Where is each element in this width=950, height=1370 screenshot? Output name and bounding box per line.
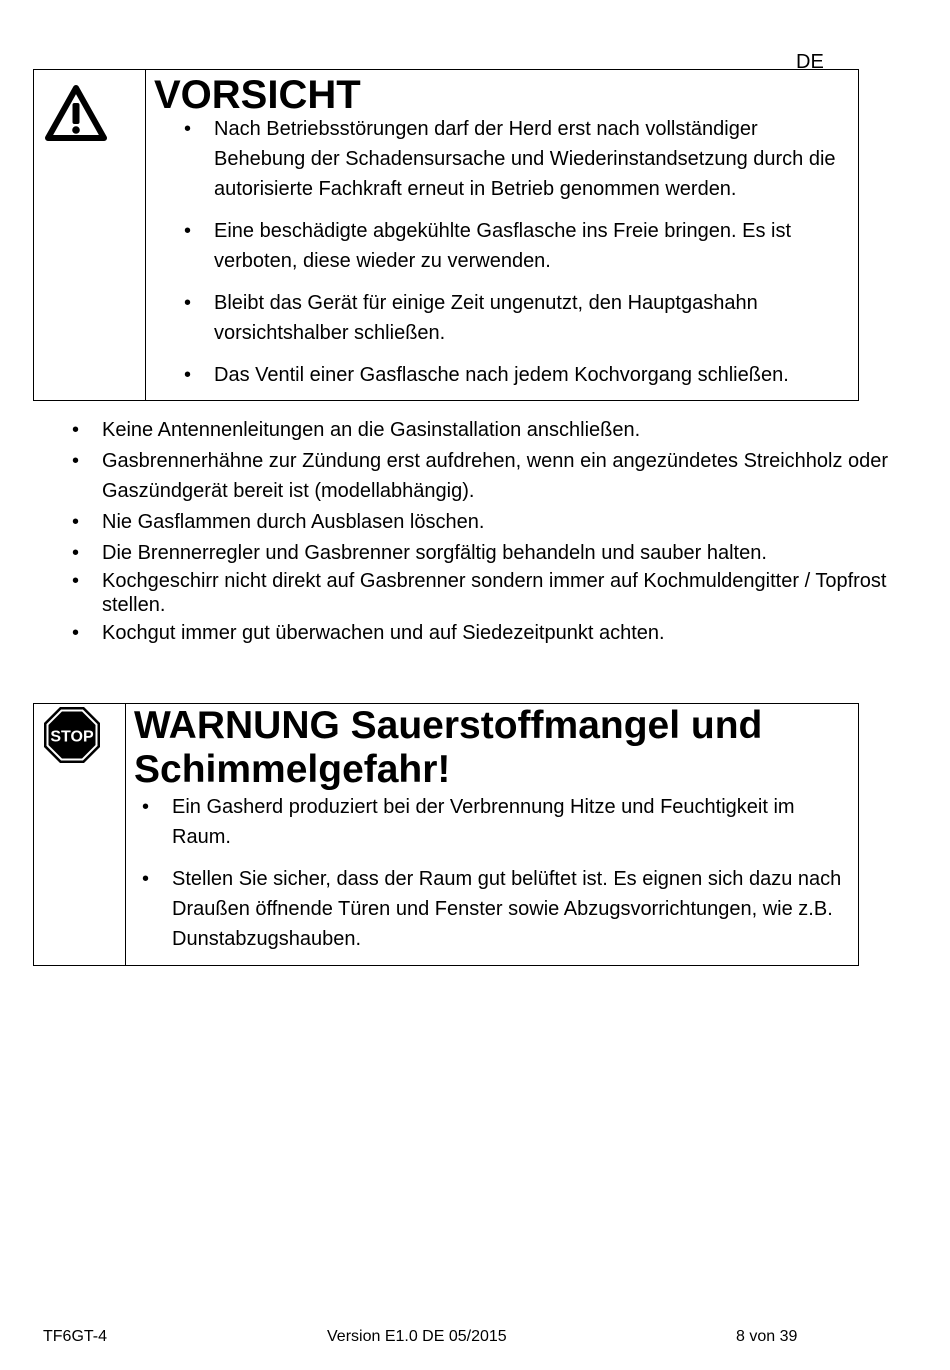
warning-icon-cell [34,704,126,965]
warning-title-line1: WARNUNG Sauerstoffmangel und [134,704,763,747]
list-item: • Kochgeschirr nicht direkt auf Gasbrenner sondern immer auf Kochmuldengitter / Topfrost stellen. [102,569,892,617]
footer-page-number: 8 von 39 [736,1328,798,1345]
warning-title [134,704,762,792]
stop-sign-text: STOP [50,728,94,746]
caution-icon-cell [34,70,146,400]
footer-model: TF6GT-4 [43,1328,108,1345]
warning-item: • Stellen Sie sicher, dass der Raum gut belüftet ist. Es eignen sich dazu nach Draußen öffnende Türen und Fenster sowie Abzugsvorrichtungen, wie z.B. Dunstabzugshauben. [172,864,852,954]
caution-box [33,69,859,401]
list-item: • Die Brennerregler und Gasbrenner sorgfältig behandeln und sauber halten. [102,538,892,568]
caution-item: • Nach Betriebsstörungen darf der Herd erst nach vollständiger Behebung der Schadensursache und Wiederinstandsetzung durch die autorisierte Fachkraft erneut in Betrieb genommen werden. [214,114,846,204]
safety-instructions-list [102,415,892,649]
list-item: • Nie Gasflammen durch Ausblasen löschen. [102,507,892,537]
footer-version: Version E1.0 DE 05/2015 [327,1328,507,1345]
caution-list [214,114,846,402]
warning-item: • Ein Gasherd produziert bei der Verbrennung Hitze und Feuchtigkeit im Raum. [172,792,852,852]
list-item: • Keine Antennenleitungen an die Gasinstallation anschließen. [102,415,892,445]
list-item: • Gasbrennerhähne zur Zündung erst aufdrehen, wenn ein angezündetes Streichholz oder Gaszündgerät bereit ist (modellabhängig). [102,446,892,506]
warning-title-line2: Schimmelgefahr! [134,748,451,791]
list-item: • Kochgut immer gut überwachen und auf Siedezeitpunkt achten. [102,618,892,648]
caution-item: • Bleibt das Gerät für einige Zeit ungenutzt, den Hauptgashahn vorsichtshalber schließen. [214,288,846,348]
caution-item: • Eine beschädigte abgekühlte Gasflasche ins Freie bringen. Es ist verboten, diese wieder zu verwenden. [214,216,846,276]
caution-item: • Das Ventil einer Gasflasche nach jedem Kochvorgang schließen. [214,360,846,390]
caution-title: VORSICHT [154,73,361,117]
language-code: DE [796,51,824,73]
warning-box [33,703,859,966]
warning-triangle-icon [44,84,108,142]
warning-list [172,792,852,966]
stop-sign-icon [42,705,102,765]
